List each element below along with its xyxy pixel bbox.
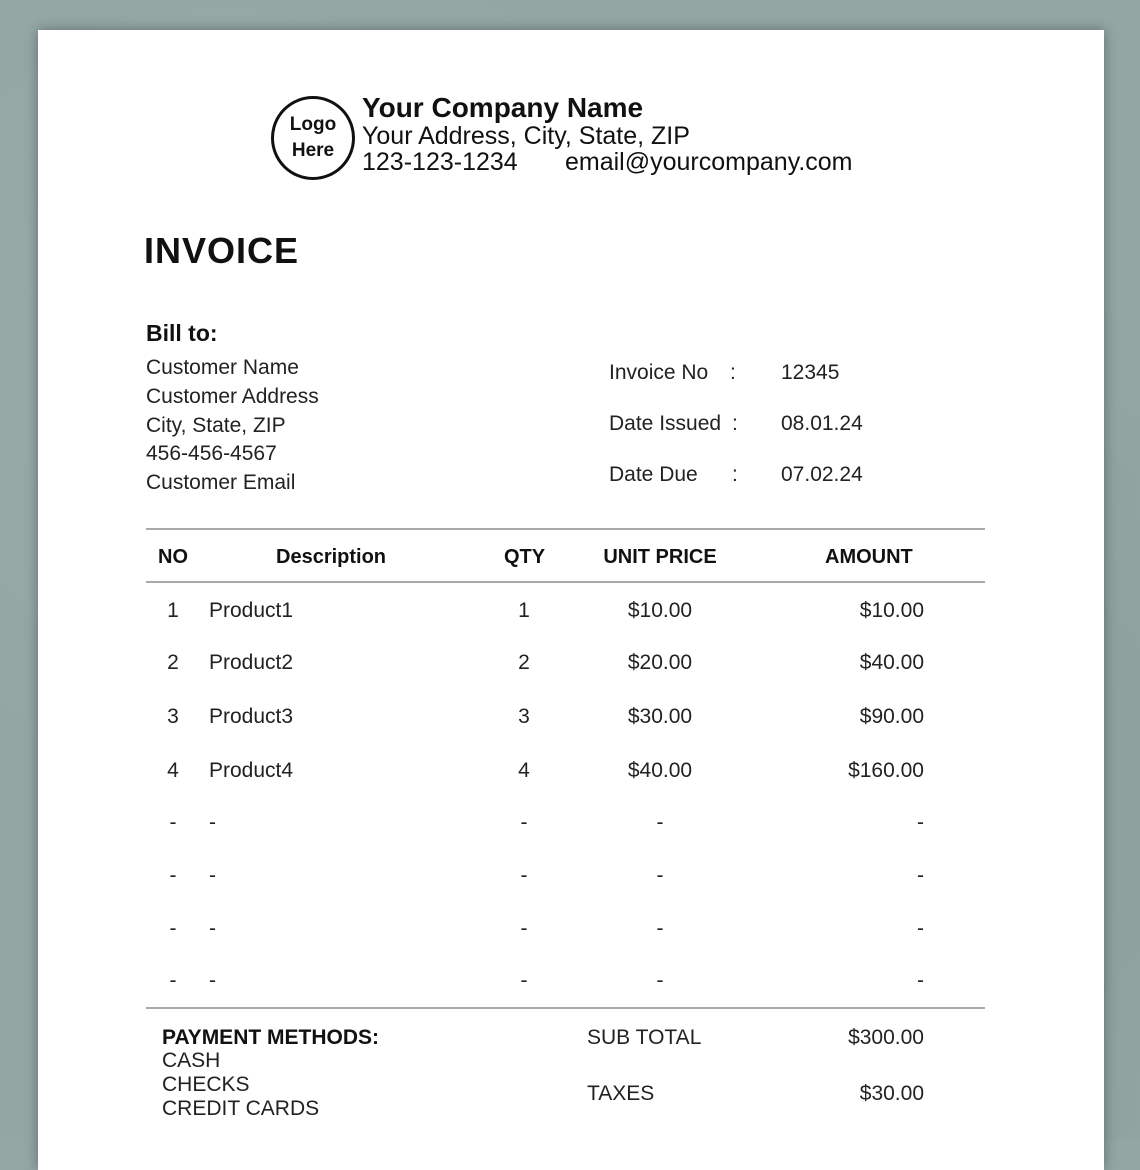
row-qty: - [520, 917, 528, 940]
row-amount: - [917, 917, 924, 940]
customer-phone: 456-456-4567 [146, 442, 277, 465]
row-qty: 1 [518, 599, 530, 622]
company-address: Your Address, City, State, ZIP [362, 122, 690, 150]
table-top-rule [146, 528, 985, 530]
payment-method-checks: CHECKS [162, 1073, 250, 1096]
header-qty: QTY [504, 546, 546, 568]
row-amount: $40.00 [859, 651, 924, 674]
header-no: NO [158, 546, 188, 568]
date-due-label: Date Due [609, 463, 698, 486]
taxes-value: $30.00 [859, 1082, 924, 1105]
payment-methods-heading: PAYMENT METHODS: [162, 1026, 380, 1049]
date-issued-value: 08.01.24 [781, 412, 863, 435]
row-qty: - [520, 864, 528, 887]
row-amount: $90.00 [859, 705, 924, 728]
row-no: - [169, 811, 177, 834]
row-amount: - [917, 969, 924, 992]
date-due-value: 07.02.24 [781, 463, 863, 486]
date-issued-label: Date Issued [609, 412, 722, 435]
payment-method-cash: CASH [162, 1049, 221, 1072]
subtotal-value: $300.00 [848, 1026, 924, 1049]
row-no: 1 [167, 599, 179, 622]
row-unit-price: - [656, 917, 664, 940]
customer-email: Customer Email [146, 471, 296, 494]
subtotal-label: SUB TOTAL [587, 1026, 702, 1049]
customer-address: Customer Address [146, 385, 319, 408]
company-email: email@yourcompany.com [565, 148, 853, 176]
row-no: - [169, 917, 177, 940]
row-qty: 2 [518, 651, 530, 674]
row-no: - [169, 969, 177, 992]
header-amount: AMOUNT [825, 546, 913, 568]
row-no: 2 [167, 651, 179, 674]
date-due-colon: : [732, 463, 738, 486]
row-unit-price: - [656, 811, 664, 834]
row-unit-price: $20.00 [627, 651, 693, 674]
invoice-page [38, 30, 1104, 1170]
row-no: - [169, 864, 177, 887]
row-qty: 4 [518, 759, 530, 782]
payment-method-credit-cards: CREDIT CARDS [162, 1097, 320, 1120]
company-phone: 123-123-1234 [362, 148, 518, 176]
invoice-no-value: 12345 [781, 361, 840, 384]
customer-name: Customer Name [146, 356, 299, 379]
row-qty: 3 [518, 705, 530, 728]
row-qty: - [520, 811, 528, 834]
row-unit-price: - [656, 969, 664, 992]
row-description: Product4 [209, 759, 294, 782]
row-description: Product2 [209, 651, 294, 674]
date-issued-colon: : [732, 412, 738, 435]
table-header-rule [146, 581, 985, 583]
company-name: Your Company Name [362, 92, 644, 123]
row-amount: $10.00 [859, 599, 924, 622]
row-description: - [209, 864, 216, 887]
logo-text-line1: Logo [289, 114, 337, 135]
row-description: - [209, 917, 216, 940]
row-unit-price: $40.00 [627, 759, 693, 782]
logo-placeholder [271, 96, 355, 180]
row-unit-price: - [656, 864, 664, 887]
invoice-no-colon: : [730, 361, 736, 384]
header-description: Description [276, 546, 387, 568]
row-qty: - [520, 969, 528, 992]
row-no: 4 [167, 759, 179, 782]
row-unit-price: $10.00 [627, 599, 693, 622]
row-amount: $160.00 [848, 759, 924, 782]
invoice-title: INVOICE [144, 230, 300, 271]
invoice-no-label: Invoice No [609, 361, 709, 384]
row-amount: - [917, 811, 924, 834]
logo-text-line2: Here [291, 140, 335, 161]
row-amount: - [917, 864, 924, 887]
row-description: Product1 [209, 599, 294, 622]
row-description: Product3 [209, 705, 294, 728]
header-unit-price: UNIT PRICE [603, 546, 717, 568]
bill-to-heading: Bill to: [146, 320, 218, 346]
table-bottom-rule [146, 1007, 985, 1009]
row-unit-price: $30.00 [627, 705, 693, 728]
customer-city: City, State, ZIP [146, 414, 286, 437]
row-description: - [209, 969, 216, 992]
row-description: - [209, 811, 216, 834]
row-no: 3 [167, 705, 179, 728]
taxes-label: TAXES [587, 1082, 655, 1105]
